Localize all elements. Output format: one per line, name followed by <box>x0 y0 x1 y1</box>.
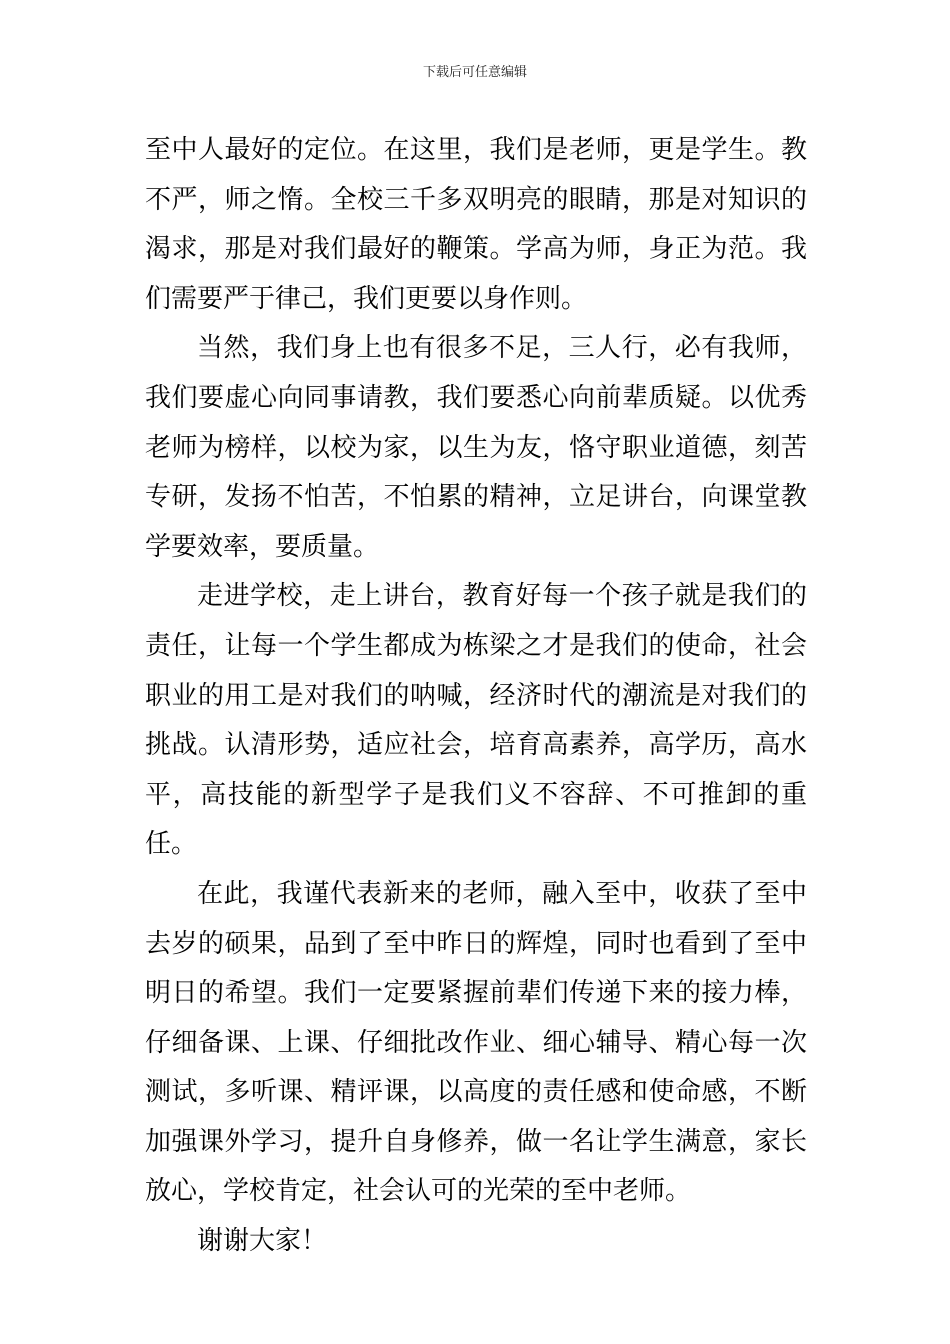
paragraph-shortcomings: 当然，我们身上也有很多不足，三人行，必有我师，我们要虚心向同事请教，我们要悉心向前辈质疑。以优秀老师为榜样，以校为家，以生为友，恪守职业道德，刻苦专研，发扬不怕苦，不怕累的精神，立足讲台，向课堂教学要效率，要质量。 <box>145 333 807 562</box>
paragraph-thanks: 谢谢大家！ <box>197 1226 328 1257</box>
page-header: 下载后可任意编辑 <box>422 65 527 80</box>
paragraph-responsibility: 走进学校，走上讲台，教育好每一个孩子就是我们的责任，让每一个学生都成为栋梁之才是我们的使命，社会职业的用工是对我们的呐喊，经济时代的潮流是对我们的挑战。认清形势，适应社会，培育高素养，高学历，高水平，高技能的新型学子是我们义不容辞、不可推卸的重任。 <box>145 581 807 860</box>
paragraph-representation: 在此，我谨代表新来的老师，融入至中，收获了至中去岁的硕果，品到了至中昨日的辉煌，同时也看到了至中明日的希望。我们一定要紧握前辈们传递下来的接力棒，仔细备课、上课、仔细批改作业、细心辅导、精心每一次测试，多听课、精评课，以高度的责任感和使命感，不断加强课外学习，提升自身修养，做一名让学生满意，家长放心，学校肯定，社会认可的光荣的至中老师。 <box>145 878 807 1207</box>
document-body <box>145 126 807 1267</box>
paragraph-continuation: 至中人最好的定位。在这里，我们是老师，更是学生。教不严，师之惰。全校三千多双明亮的眼睛，那是对知识的渴求，那是对我们最好的鞭策。学高为师，身正为范。我们需要严于律己，我们更要以身作则。 <box>145 135 807 314</box>
